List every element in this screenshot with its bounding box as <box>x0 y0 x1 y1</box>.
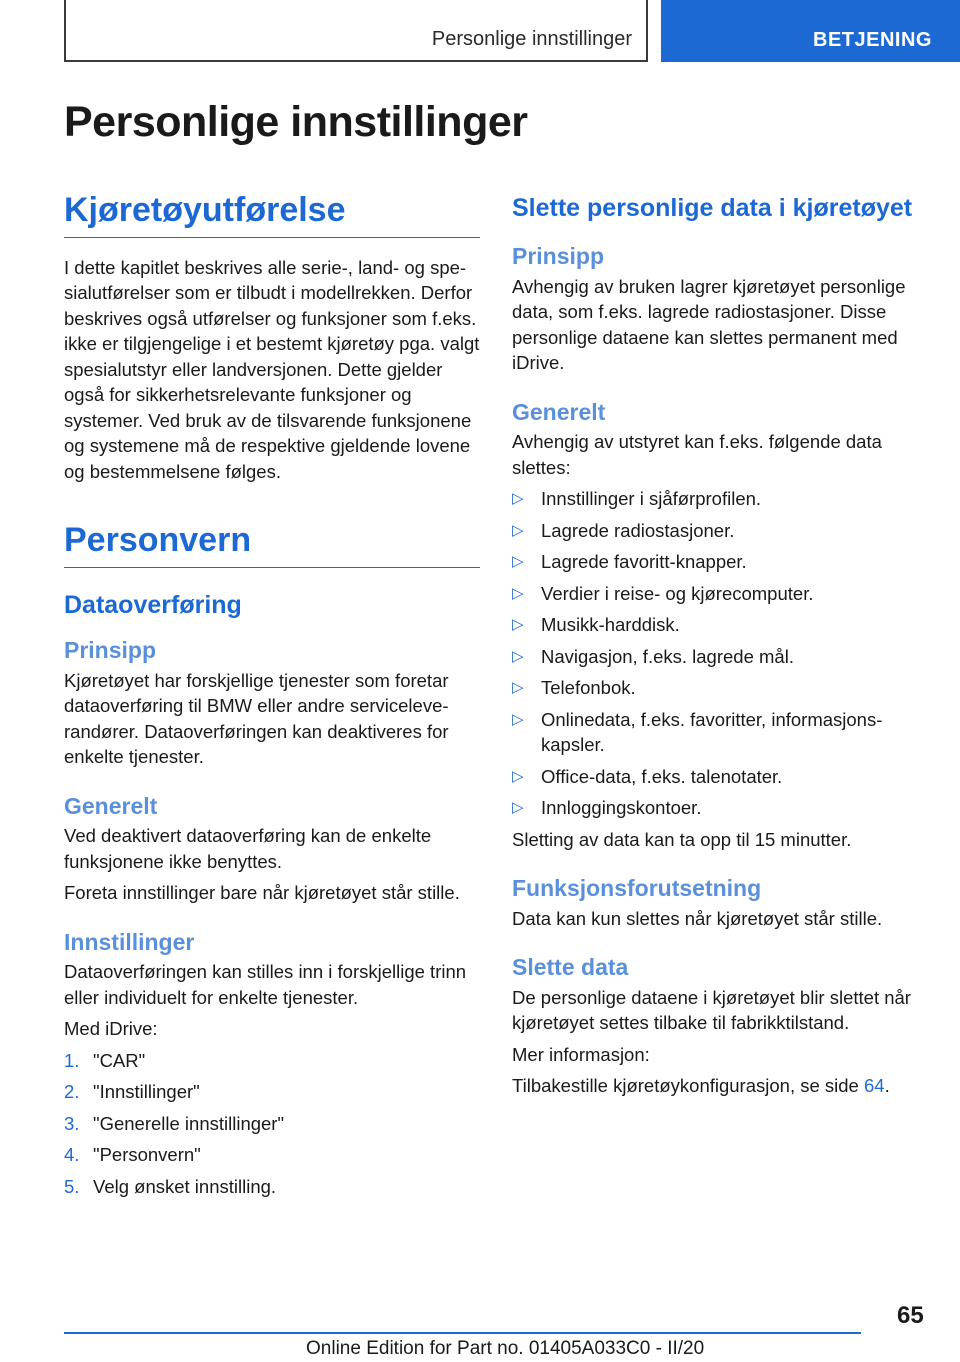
running-header-title: Personlige innstillinger <box>431 28 632 50</box>
settings-steps <box>64 1048 480 1200</box>
chapter-tab-label: BETJENING <box>813 29 932 51</box>
list-item <box>512 644 924 670</box>
list-item <box>512 518 924 544</box>
bullet-triangle-icon: ▷ <box>512 616 524 634</box>
page-number: 65 <box>897 1302 924 1329</box>
list-item <box>512 549 924 575</box>
deletion-duration-note: Sletting av data kan ta opp til 15 minutter. <box>512 828 852 850</box>
list-item <box>512 612 924 638</box>
list-item-text: Lagrede favoritt-knapper. <box>541 551 747 573</box>
heading-settings: Innstillinger <box>64 928 195 955</box>
idrive-intro: Med iDrive: <box>64 1018 158 1040</box>
list-item <box>512 795 924 821</box>
settings-text: Dataoverføringen kan stilles inn i forskjellige trinn eller individuelt for enkelte tjenester. <box>64 961 467 1008</box>
bullet-triangle-icon: ▷ <box>512 679 524 697</box>
step-text: Velg ønsket innstilling. <box>93 1175 277 1197</box>
list-item <box>64 1079 480 1105</box>
reset-reference-text: Tilbakestille kjøretøykonfigurasjon, se side <box>512 1075 864 1097</box>
principle-text: Avhengig av bruken lagrer kjøretøyet personlige data, som f.eks. lagrede radiostasjoner. Disse personlige dataene kan slettes permanent med iDrive. <box>512 275 906 374</box>
reset-reference-end: . <box>884 1075 890 1097</box>
right-column <box>512 193 924 1099</box>
list-item-text: Office-data, f.eks. talenotater. <box>541 765 783 787</box>
bullet-triangle-icon: ▷ <box>512 490 524 508</box>
step-text: "CAR" <box>93 1049 146 1071</box>
step-text: "Generelle innstillinger" <box>93 1112 285 1134</box>
step-number: 5. <box>64 1175 80 1197</box>
list-item-text: Telefonbok. <box>541 677 636 699</box>
list-item <box>64 1048 480 1074</box>
function-requirement-text: Data kan kun slettes når kjøretøyet står stille. <box>512 907 883 929</box>
left-column <box>64 190 480 1199</box>
bullet-triangle-icon: ▷ <box>512 553 524 571</box>
heading-general: Generelt <box>512 398 606 425</box>
running-header <box>64 0 648 62</box>
general-text: Avhengig av utstyret kan f.eks. følgende data slettes: <box>512 431 882 478</box>
chapter-tab <box>661 0 960 62</box>
principle-text: Kjøretøyet har forskjellige tjenester som foretar dataoverføring til BMW eller andre serviceleverandører. Dataoverføringen kan deaktiveres for enkelte tjenester. <box>64 669 449 768</box>
heading-principle: Prinsipp <box>64 637 157 664</box>
bullet-triangle-icon: ▷ <box>512 521 524 539</box>
list-item <box>64 1174 480 1200</box>
list-item <box>512 581 924 607</box>
more-info-label: Mer informasjon: <box>512 1043 650 1065</box>
footer-divider <box>64 1332 861 1334</box>
heading-function-requirement: Funksjonsforutsetning <box>512 875 762 902</box>
section-heading-vehicle-version: Kjøretøyutførelse <box>64 190 480 238</box>
list-item <box>64 1142 480 1168</box>
list-item <box>64 1111 480 1137</box>
heading-general: Generelt <box>64 792 158 819</box>
section-heading-privacy: Personvern <box>64 520 480 568</box>
vehicle-version-text: I dette kapitlet beskrives alle serie-, land- og spesialutførelser som er tilbudt i modellrekken. Derfor beskrives også utførelser og funksjoner som f.eks. ikke er tilgjengelige i et bestemt kjøretøy pga. valgt spesialutstyr eller landversjonen. Dette gjelder også for sikkerhetsrelevante funksjoner og systemer. Ved bruk av de tilsvarende funksjonene og systemene må de respektive gjeldende lovene og bestemmelsene følges. <box>64 256 480 482</box>
list-item-text: Lagrede radiostasjoner. <box>541 519 735 541</box>
delete-data-text: De personlige dataene i kjøretøyet blir slettet når kjøretøyet settes tilbake til fabrikktilstand. <box>512 986 911 1034</box>
step-number: 3. <box>64 1112 80 1134</box>
list-item <box>512 707 924 758</box>
subheading-data-transfer: Dataoverføring <box>64 591 242 620</box>
list-item <box>512 675 924 701</box>
list-item <box>512 764 924 790</box>
bullet-triangle-icon: ▷ <box>512 584 524 602</box>
heading-delete-data: Slette data <box>512 954 629 981</box>
heading-principle: Prinsipp <box>512 243 605 269</box>
section-heading-delete-personal-data: Slette personlige data i kjøretøyet <box>512 194 913 222</box>
page-reference-link[interactable]: 64 <box>863 1075 885 1097</box>
step-number: 1. <box>64 1049 80 1071</box>
bullet-triangle-icon: ▷ <box>512 767 524 785</box>
list-item-text: Navigasjon, f.eks. lagrede mål. <box>541 645 794 667</box>
bullet-triangle-icon: ▷ <box>512 647 524 665</box>
step-text: "Innstillinger" <box>93 1081 200 1103</box>
page-title: Personlige innstillinger <box>64 98 528 146</box>
step-text: "Personvern" <box>93 1144 201 1166</box>
list-item-text: Verdier i reise- og kjørecomputer. <box>541 582 814 604</box>
general-text-1: Ved deaktivert dataoverføring kan de enkelte funksjonene ikke benyttes. <box>64 825 432 872</box>
reset-reference <box>512 1073 924 1099</box>
list-item-text: Onlinedata, f.eks. favoritter, informasjonskapsler. <box>541 708 883 756</box>
edition-footer: Online Edition for Part no. 01405A033C0 - II/20 <box>306 1338 705 1359</box>
bullet-triangle-icon: ▷ <box>512 710 524 728</box>
bullet-triangle-icon: ▷ <box>512 799 524 817</box>
deletable-data-list <box>512 486 924 821</box>
list-item-text: Innstillinger i sjåførprofilen. <box>541 488 762 510</box>
list-item <box>512 486 924 512</box>
list-item-text: Innloggingskontoer. <box>541 797 702 819</box>
list-item-text: Musikk-harddisk. <box>541 614 680 636</box>
general-text-2: Foreta innstillinger bare når kjøretøyet står stille. <box>64 882 460 904</box>
step-number: 4. <box>64 1144 80 1166</box>
step-number: 2. <box>64 1081 80 1103</box>
